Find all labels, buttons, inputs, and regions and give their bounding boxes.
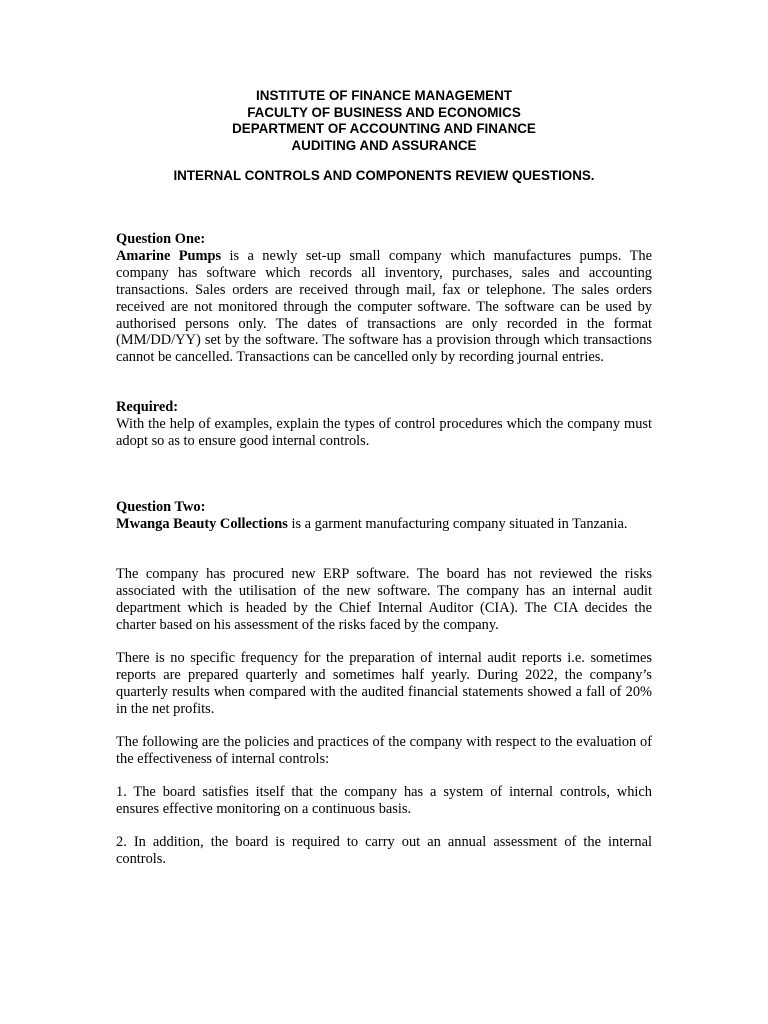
document-title: INTERNAL CONTROLS AND COMPONENTS REVIEW QUESTIONS. xyxy=(173,168,595,183)
question-one-scenario xyxy=(116,248,652,366)
question-two-point-2: 2. In addition, the board is required to carry out an annual assessment of the internal controls. xyxy=(116,834,652,867)
question-two-intro-text: is a garment manufacturing company situated in Tanzania. xyxy=(287,515,628,532)
question-one-required-text: With the help of examples, explain the types of control procedures which the company must adopt so as to ensure good internal controls. xyxy=(116,415,652,449)
document-header xyxy=(0,88,768,154)
question-one-required-block xyxy=(116,399,652,450)
faculty-name: FACULTY OF BUSINESS AND ECONOMICS xyxy=(247,104,521,120)
question-two-point-1: 1. The board satisfies itself that the company has a system of internal controls, which ensures effective monitoring on a continuous basis. xyxy=(116,784,652,817)
question-one-label: Question One: xyxy=(116,231,206,247)
question-one-scenario-text: is a newly set-up small company which manufactures pumps. The company has software which records all inventory, purchases, sales and accounting transactions. Sales orders are received through mail, fax or telephone. The sales orders received are not monitored through the computer software. The software can be used by authorised persons only. The dates of transactions are only recorded in the format (MM/DD/YY) set by the software. The software has a provision through which transactions cannot be cancelled. Transactions can be cancelled only by recording journal entries. xyxy=(116,247,652,366)
question-one-company: Amarine Pumps xyxy=(116,247,222,264)
question-two-company: Mwanga Beauty Collections xyxy=(116,515,288,532)
question-one-block xyxy=(116,231,652,366)
question-two-paragraph-2: There is no specific frequency for the preparation of internal audit reports i.e. sometimes reports are prepared quarterly and sometimes half yearly. During 2022, the company’s quarterly results when compared with the audited financial statements showed a fall of 20% in the net profits. xyxy=(116,650,652,717)
course-name: AUDITING AND ASSURANCE xyxy=(291,137,477,153)
question-two-intro xyxy=(116,516,652,533)
institute-name: INSTITUTE OF FINANCE MANAGEMENT xyxy=(256,88,512,103)
question-two-paragraph-3: The following are the policies and practices of the company with respect to the evaluation of the effectiveness of internal controls: xyxy=(116,734,652,767)
department-name: DEPARTMENT OF ACCOUNTING AND FINANCE xyxy=(232,121,536,136)
question-two-label: Question Two: xyxy=(116,499,206,515)
question-one-required-label: Required: xyxy=(116,399,179,415)
question-two-paragraph-1: The company has procured new ERP software. The board has not reviewed the risks associated with the utilisation of the new software. The company has an internal audit department which is headed by the Chief Internal Auditor (CIA). The CIA decides the charter based on his assessment of the risks faced by the company. xyxy=(116,566,652,633)
question-two-block xyxy=(116,499,652,533)
